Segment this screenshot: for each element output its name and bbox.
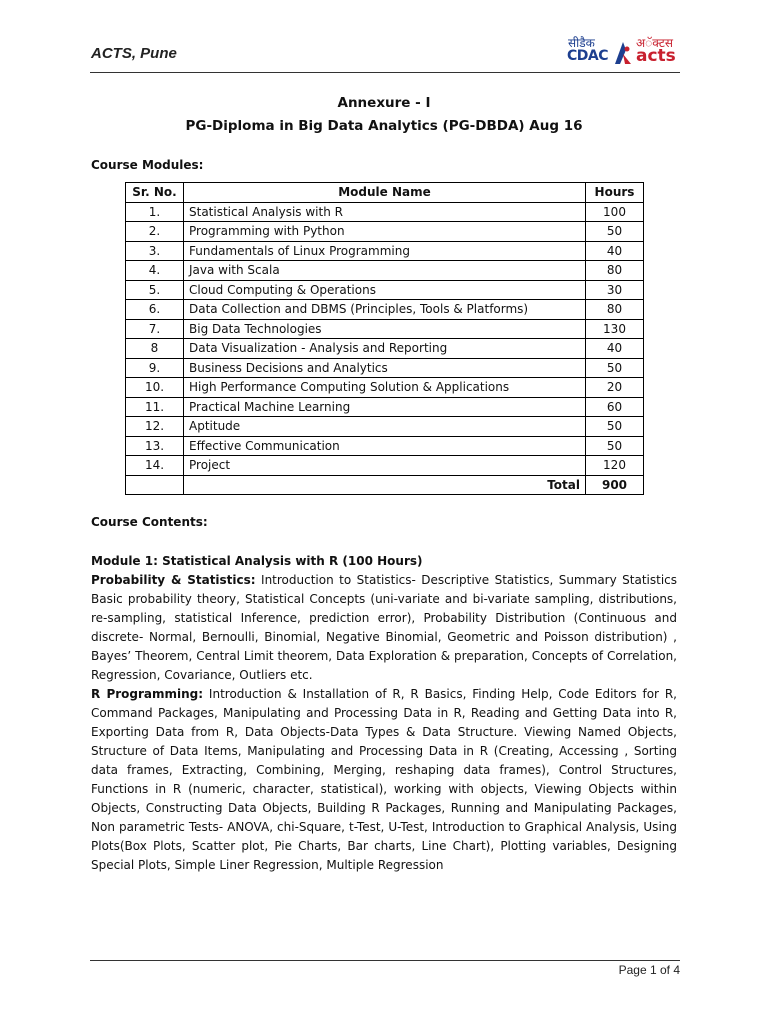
- cell-module-name: Project: [184, 456, 586, 476]
- module-1-heading: Module 1: Statistical Analysis with R (100 Hours): [91, 554, 423, 568]
- table-row: [126, 280, 644, 300]
- cell-hours: 50: [586, 436, 644, 456]
- cell-module-name: Data Collection and DBMS (Principles, Tools & Platforms): [184, 300, 586, 320]
- modules-heading: Course Modules:: [91, 158, 204, 172]
- table-row: [126, 241, 644, 261]
- cell-hours: 80: [586, 261, 644, 281]
- cell-sr-no: 8: [126, 339, 184, 359]
- cell-hours: 100: [586, 202, 644, 222]
- cell-hours: 50: [586, 358, 644, 378]
- cell-sr-no: 9.: [126, 358, 184, 378]
- table-row: [126, 397, 644, 417]
- cell-sr-no: 7.: [126, 319, 184, 339]
- header-divider: [90, 72, 680, 73]
- logo-acts-hindi: अॅक्टस: [636, 36, 673, 50]
- cell-module-name: Effective Communication: [184, 436, 586, 456]
- cell-module-name: Java with Scala: [184, 261, 586, 281]
- cell-sr-no: 6.: [126, 300, 184, 320]
- cell-hours: 130: [586, 319, 644, 339]
- contents-heading: Course Contents:: [91, 515, 208, 529]
- table-row: [126, 436, 644, 456]
- total-label: Total: [184, 475, 586, 495]
- r-programming-label: R Programming:: [91, 687, 204, 701]
- cell-sr-no: 3.: [126, 241, 184, 261]
- cell-sr-no: 10.: [126, 378, 184, 398]
- cell-hours: 60: [586, 397, 644, 417]
- cell-module-name: Business Decisions and Analytics: [184, 358, 586, 378]
- table-row: [126, 261, 644, 281]
- cdac-acts-logo: [560, 34, 680, 68]
- cell-module-name: Fundamentals of Linux Programming: [184, 241, 586, 261]
- annexure-title: Annexure - I: [337, 95, 431, 111]
- table-row: [126, 339, 644, 359]
- page-number: Page 1 of 4: [618, 963, 680, 977]
- cell-sr-no: 5.: [126, 280, 184, 300]
- cell-sr-no: 13.: [126, 436, 184, 456]
- table-row: [126, 222, 644, 242]
- program-title: PG-Diploma in Big Data Analytics (PG-DBDA) Aug 16: [185, 118, 583, 134]
- total-empty-cell: [126, 475, 184, 495]
- cell-hours: 120: [586, 456, 644, 476]
- header-sr-no: Sr. No.: [126, 183, 184, 203]
- header-module-name: Module Name: [184, 183, 586, 203]
- table-header-row: [126, 183, 644, 203]
- table-row: [126, 358, 644, 378]
- r-programming-paragraph: [91, 685, 677, 875]
- cell-hours: 40: [586, 241, 644, 261]
- cell-hours: 80: [586, 300, 644, 320]
- table-total-row: [126, 475, 644, 495]
- cell-module-name: Statistical Analysis with R: [184, 202, 586, 222]
- cell-module-name: Aptitude: [184, 417, 586, 437]
- logo-cdac-hindi: सीडैक: [568, 36, 595, 50]
- table-row: [126, 202, 644, 222]
- logo-cdac-text: CDAC: [567, 48, 609, 64]
- module-1-section: [91, 552, 677, 875]
- logo-mark-icon: [612, 40, 634, 66]
- cell-hours: 20: [586, 378, 644, 398]
- cell-module-name: Programming with Python: [184, 222, 586, 242]
- cell-sr-no: 11.: [126, 397, 184, 417]
- logo-acts-text: acts: [636, 46, 676, 66]
- cell-hours: 30: [586, 280, 644, 300]
- table-row: [126, 300, 644, 320]
- total-value: 900: [586, 475, 644, 495]
- table-row: [126, 456, 644, 476]
- probability-label: Probability & Statistics:: [91, 573, 256, 587]
- table-row: [126, 417, 644, 437]
- cell-sr-no: 14.: [126, 456, 184, 476]
- header-org: ACTS, Pune: [91, 45, 177, 62]
- cell-sr-no: 12.: [126, 417, 184, 437]
- cell-module-name: Big Data Technologies: [184, 319, 586, 339]
- footer-divider: [90, 960, 680, 961]
- cell-hours: 40: [586, 339, 644, 359]
- course-modules-table: [125, 182, 644, 495]
- probability-paragraph: [91, 571, 677, 685]
- probability-text: Introduction to Statistics- Descriptive Statistics, Summary Statistics Basic probability theory, Statistical Concepts (uni-variate and bi-variate sampling, distributions, re-sampling, statistical Inference, prediction error), Probability Distribution (Continuous and discrete- Normal, Bernoulli, Binomial, Negative Binomial, Geometric and Poisson distribution) , Bayes’ Theorem, Central Limit theorem, Data Exploration & preparation, Concepts of Correlation, Regression, Covariance, Outliers etc.: [91, 573, 678, 682]
- cell-module-name: Data Visualization - Analysis and Reporting: [184, 339, 586, 359]
- cell-sr-no: 1.: [126, 202, 184, 222]
- cell-module-name: Cloud Computing & Operations: [184, 280, 586, 300]
- header-hours: Hours: [586, 183, 644, 203]
- table-row: [126, 319, 644, 339]
- r-programming-text: Introduction & Installation of R, R Basics, Finding Help, Code Editors for R, Command Packages, Manipulating and Processing Data in R, Reading and Getting Data into R, Exporting Data from R, Data Objects-Data Types & Data Structure. Viewing Named Objects, Structure of Data Items, Manipulating and Processing Data in R (Creating, Accessing , Sorting data frames, Extracting, Combining, Merging, reshaping data frames), Control Structures, Functions in R (numeric, character, statistical), working with objects, Viewing Objects within Objects, Constructing Data Objects, Building R Packages, Running and Manipulating Packages, Non parametric Tests- ANOVA, chi-Square, t-Test, U-Test, Introduction to Graphical Analysis, Using Plots(Box Plots, Scatter plot, Pie Charts, Bar charts, Line Chart), Plotting variables, Designing Special Plots, Simple Liner Regression, Multiple Regression: [91, 687, 677, 872]
- cell-module-name: High Performance Computing Solution & Applications: [184, 378, 586, 398]
- cell-sr-no: 2.: [126, 222, 184, 242]
- table-row: [126, 378, 644, 398]
- cell-sr-no: 4.: [126, 261, 184, 281]
- cell-hours: 50: [586, 417, 644, 437]
- cell-hours: 50: [586, 222, 644, 242]
- cell-module-name: Practical Machine Learning: [184, 397, 586, 417]
